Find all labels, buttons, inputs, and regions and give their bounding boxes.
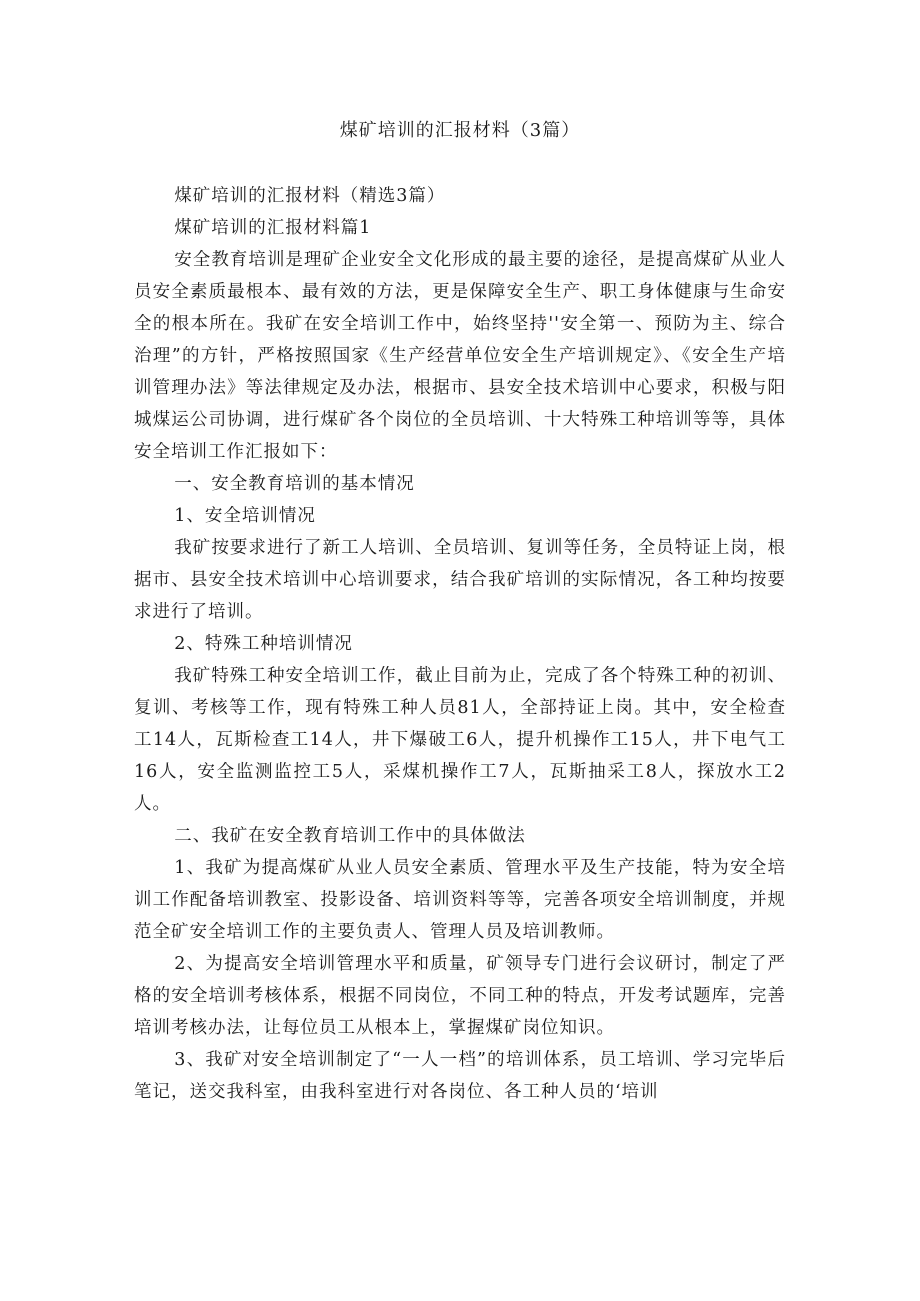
heading-safety-training: 1、安全培训情况 [174,506,316,526]
paragraph-practice-1: 1、我矿为提高煤矿从业人员安全素质、管理水平及生产技能，特为安全培训工作配备培训教室、投影设备、培训资料等等，完善各项安全培训制度，并规范全矿安全培训工作的主要负责人、管理人员及培训教师。 [134,858,786,942]
section-heading: 煤矿培训的汇报材料篇1 [174,218,372,238]
heading-special-training: 2、特殊工种培训情况 [174,634,353,654]
heading-basic-situation: 一、安全教育培训的基本情况 [174,474,415,494]
paragraph-intro: 安全教育培训是理矿企业安全文化形成的最主要的途径，是提高煤矿从业人员安全素质最根本、最有效的方法，更是保障安全生产、职工身体健康与生命安全的根本所在。我矿在安全培训工作中，始终坚持''安全第一、预防为主、综合治理”的方针，严格按照国家《生产经营单位安全生产培训规定》、《安全生产培训管理办法》等法律规定及办法，根据市、县安全技术培训中心要求，积极与阳城煤运公司协调，进行煤矿各个岗位的全员培训、十大特殊工种培训等等，具体安全培训工作汇报如下： [134,250,786,462]
document-subtitle: 煤矿培训的汇报材料（精选3篇） [174,186,446,206]
heading-practices: 二、我矿在安全教育培训工作中的具体做法 [174,826,526,846]
paragraph-practice-2: 2、为提高安全培训管理水平和质量，矿领导专门进行会议研讨，制定了严格的安全培训考核体系，根据不同岗位，不同工种的特点，开发考试题库，完善培训考核办法，让每位员工从根本上，掌握煤矿岗位知识。 [134,954,786,1038]
paragraph-practice-3: 3、我矿对安全培训制定了“一人一档”的培训体系，员工培训、学习完毕后笔记，送交我科室，由我科室进行对各岗位、各工种人员的‘培训 [134,1050,786,1102]
document-body [134,180,786,1108]
paragraph-special-training: 我矿特殊工种安全培训工作，截止目前为止，完成了各个特殊工种的初训、复训、考核等工作，现有特殊工种人员81人，全部持证上岗。其中，安全检查工14人，瓦斯检查工14人，井下爆破工6人，提升机操作工15人，井下电气工16人，安全监测监控工5人，采煤机操作工7人，瓦斯抽采工8人，探放水工2人。 [134,666,786,814]
document-title: 煤矿培训的汇报材料（3篇） [339,120,581,141]
paragraph-safety-training: 我矿按要求进行了新工人培训、全员培训、复训等任务，全员特证上岗，根据市、县安全技术培训中心培训要求，结合我矿培训的实际情况，各工种均按要求进行了培训。 [134,538,786,622]
